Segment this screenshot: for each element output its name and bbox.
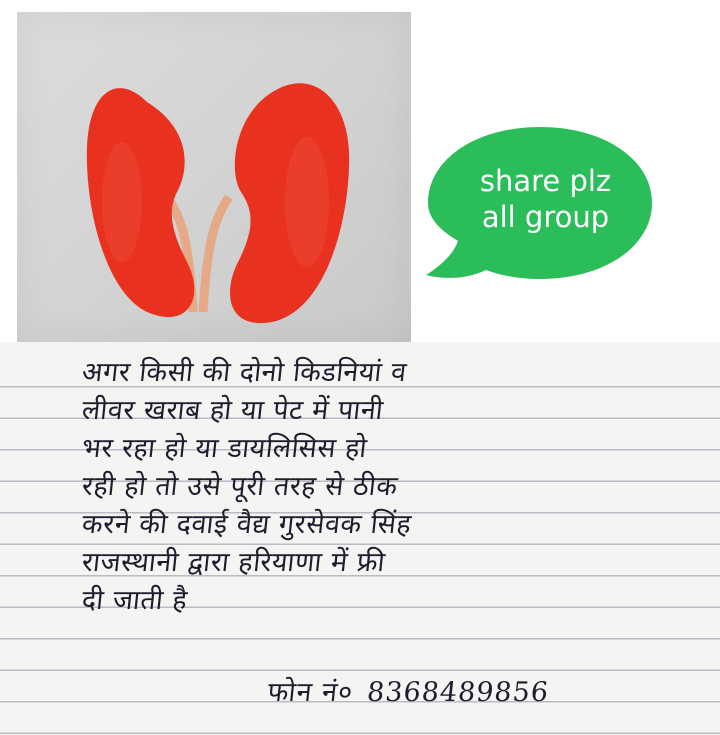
note-text	[82, 354, 692, 620]
note-line: राजस्थानी द्वारा हरियाणा में फ्री	[80, 547, 387, 578]
phone-number-line	[266, 672, 565, 709]
share-line-1: share plz	[479, 164, 612, 198]
note-line: अगर किसी की दोनो किडनियां व	[80, 357, 409, 388]
share-speech-bubble	[420, 125, 660, 285]
kidneys-illustration	[17, 12, 411, 342]
note-line: लीवर खराब हो या पेट में पानी	[80, 395, 385, 426]
right-ureter	[203, 197, 229, 312]
phone-label: फोन नं०	[266, 677, 355, 708]
handwritten-note	[0, 342, 720, 735]
note-line: रही हो तो उसे पूरी तरह से ठीक	[80, 471, 400, 502]
note-line: दी जाती है	[80, 585, 189, 616]
kidney-photo	[17, 12, 411, 342]
note-line: करने की दवाई वैद्य गुरसेवक सिंह	[80, 509, 414, 540]
share-message	[458, 163, 633, 235]
note-line: भर रहा हो या डायलिसिस हो	[80, 433, 369, 464]
share-line-2: all group	[481, 200, 610, 234]
phone-number: 8368489856	[365, 677, 551, 708]
